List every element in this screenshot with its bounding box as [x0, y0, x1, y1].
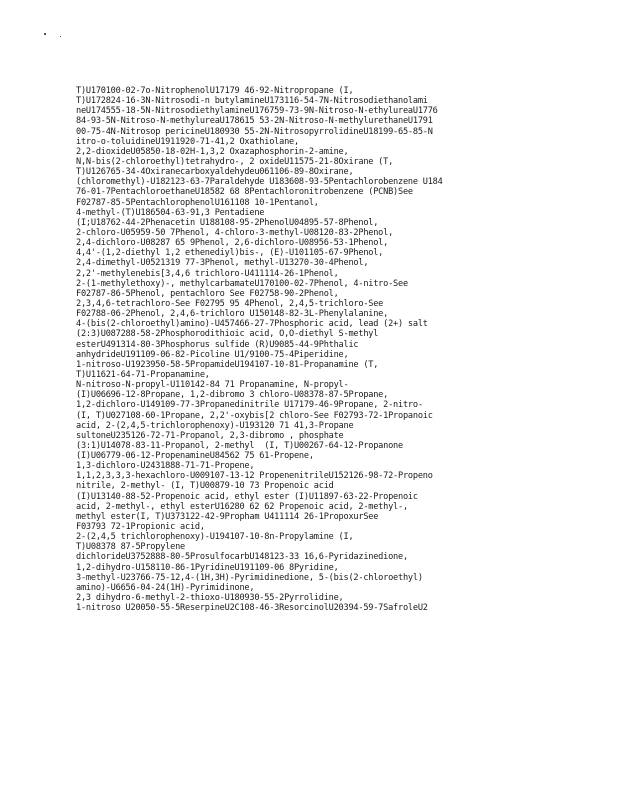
text-line: (I;U18762-44-2Phenacetin U188108-95-2PhenolU04895-57-8Phenol, [76, 217, 379, 228]
text-line: (2:3)U087288-58-2Phosphorodithioic acid, O,O-diethyl S-methyl [76, 329, 379, 340]
text-line: 2,3,4,6-tetrachloro-See F02795 95 4Phenol, 2,4,5-trichloro-See [76, 298, 384, 309]
text-line: 2,4-dichloro-U08287 65 9Phenol, 2,6-dichloro-U08956-53-1Phenol, [76, 238, 389, 249]
text-line: F02787-86-5Phenol, pentachloro See F02758-90-2Phenol, [76, 288, 339, 299]
text-line: methyl ester(I, T)U373122-42-9Propham U411114 26-1PropoxurSee [76, 511, 379, 522]
chemical-listing-text [76, 86, 612, 613]
text-line: neU174555-18-5N-NitrosodiethylamineU176759-73-9N-Nitroso-N-ethylureaU1776 [76, 106, 438, 117]
text-line: T)U08378 87-5Propylene [76, 542, 185, 553]
text-line: 3-methyl-U23766-75-12,4-(1H,3H)-Pyrimidinedione, 5-(bis(2-chloroethyl) [76, 572, 423, 583]
text-line: 2,2'-methylenebis[3,4,6 trichloro-U411114-26-1Phenol, [76, 268, 339, 279]
text-line: N-nitroso-N-propyl-U110142-84 71 Propanamine, N-propyl- [76, 380, 349, 391]
text-line: esterU491314-80-3Phosphorus sulfide (R)U9085-44-9Phthalic [76, 339, 359, 350]
text-line: T)U172824-16-3N-Nitrosodi-n butylamineU173116-54-7N-Nitrosodiethanolami [76, 96, 428, 107]
text-line: 76-01-7PentachloroethaneU18582 68 8Pentachloronitrobenzene (PCNB)See [76, 187, 413, 198]
text-line: dichlorideU3752888-80-5ProsulfocarbU148123-33 16,6-Pyridazinedione, [76, 552, 408, 563]
text-line: 84-93-5N-Nitroso-N-methylureaU178615 53-2N-Nitroso-N-methylurethaneU1791 [76, 116, 433, 127]
text-line: (I)U06696-12-8Propane, 1,2-dibromo 3 chloro-U08378-87-5Propane, [76, 390, 389, 401]
text-line: (I)U13140-88-52-Propenoic acid, ethyl ester (I)U11897-63-22-Propenoic [76, 491, 418, 502]
text-line: amino)-U6656-04-24(1H)-Pyrimidinone, [76, 582, 255, 593]
text-line: 2-(2,4,5 trichlorophenoxy)-U194107-10-8n-Propylamine (I, [76, 532, 354, 543]
text-line: 4-methyl-(T)U186504-63-91,3 Pentadiene [76, 207, 265, 218]
text-line: sultoneU235126-72-71-Propanol, 2,3-dibromo , phosphate [76, 430, 344, 441]
text-line: itro-o-toluidineU1911920-71-41,2 Oxathiolane, [76, 136, 299, 147]
text-line: F03793 72-1Propionic acid, [76, 522, 205, 533]
text-line: 1,2-dihydro-U158110-86-1PyridineU191109-06 8Pyridine, [76, 562, 339, 573]
text-line: (chloromethyl)-U182123-63-7Paraldehyde U183608-93-5Pentachlorobenzene U184 [76, 177, 443, 188]
text-line: N,N-bis(2-chloroethyl)tetrahydro-, 2 oxideU11575-21-8Oxirane (T, [76, 156, 394, 167]
text-line: acid, 2-methyl-, ethyl esterU16280 62 62 Propenoic acid, 2-methyl-, [76, 501, 408, 512]
text-line: anhydrideU191109-06-82-Picoline U1/9100-75-4Piperidine, [76, 349, 349, 360]
text-line: F02788-06-2Phenol, 2,4,6-trichloro U150148-82-3L-Phenylalanine, [76, 309, 389, 320]
text-line: 2,4-dimethyl-U0521319 77-3Phenol, methyl-U13270-30-4Phenol, [76, 258, 369, 269]
text-line: T)U126765-34-4Oxiranecarboxyaldehydeu061106-89-8Oxirane, [76, 167, 354, 178]
text-line: (I)U06779-06-12-PropenamineU84562 75 61-Propene, [76, 451, 314, 462]
text-line: 4-(bis(2-chloroethyl)amino)-U457466-27-7Phosphoric acid, lead (2+) salt [76, 319, 428, 330]
text-line: T)U11621-64-71-Propanamine, [76, 369, 210, 380]
text-line: (3:1)U14078-83-11-Propanol, 2-methyl (I, T)U00267-64-12-Propanone [76, 440, 403, 451]
text-line: 1,2-dichloro-U149109-77-3Propanedinitrile U17179-46-9Propane, 2-nitro- [76, 400, 423, 411]
scan-speck [44, 33, 46, 35]
text-line: F02787-85-5PentachlorophenolU161108 10-1Pentanol, [76, 197, 319, 208]
text-line: 2,3 dihydro-6-methyl-2-thioxo-U180930-55-2Pyrrolidine, [76, 593, 344, 604]
text-line: 00-75-4N-Nitrosop pericineU180930 55-2N-NitrosopyrrolidineU18199-65-85-N [76, 126, 433, 137]
text-line: 1,3-dichloro-U2431888-71-71-Propene, [76, 461, 255, 472]
text-line: acid, 2-(2,4,5-trichlorophenoxy)-U193120 71 41,3-Propane [76, 420, 354, 431]
text-line: 2-chloro-U05959-50 7Phenol, 4-chloro-3-methyl-U08120-83-2Phenol, [76, 227, 394, 238]
text-line: 4,4'-(1,2-diethyl 1,2 ethenediyl)bis-, (E)-U101105-67-9Phenol, [76, 248, 384, 259]
text-line: 1,1,2,3,3,3-hexachloro-U009107-13-12 PropenenitrileU152126-98-72-Propeno [76, 471, 433, 482]
scan-speck [60, 36, 61, 37]
text-line: (I, T)U027108-60-1Propane, 2,2'-oxybis[2 chloro-See F02793-72-1Propanoic [76, 410, 433, 421]
text-line: 2-(1-methylethoxy)-, methylcarbamateU170100-02-7Phenol, 4-nitro-See [76, 278, 408, 289]
text-line: 1-nitroso-U1923950-58-5PropamideU194107-10-81-Propanamine (T, [76, 359, 379, 370]
text-line: nitrile, 2-methyl- (I, T)U00879-10 73 Propenoic acid [76, 481, 334, 492]
text-line: 2,2-dioxideU05850-18-02H-1,3,2 Oxazaphosphorin-2-amine, [76, 146, 349, 157]
text-line: 1-nitroso U20050-55-5ReserpineU2C108-46-3ResorcinolU20394-59-7SafroleU2 [76, 603, 428, 614]
text-line: T)U170100-02-7o-NitrophenolU17179 46-92-Nitropropane (I, [76, 86, 354, 96]
